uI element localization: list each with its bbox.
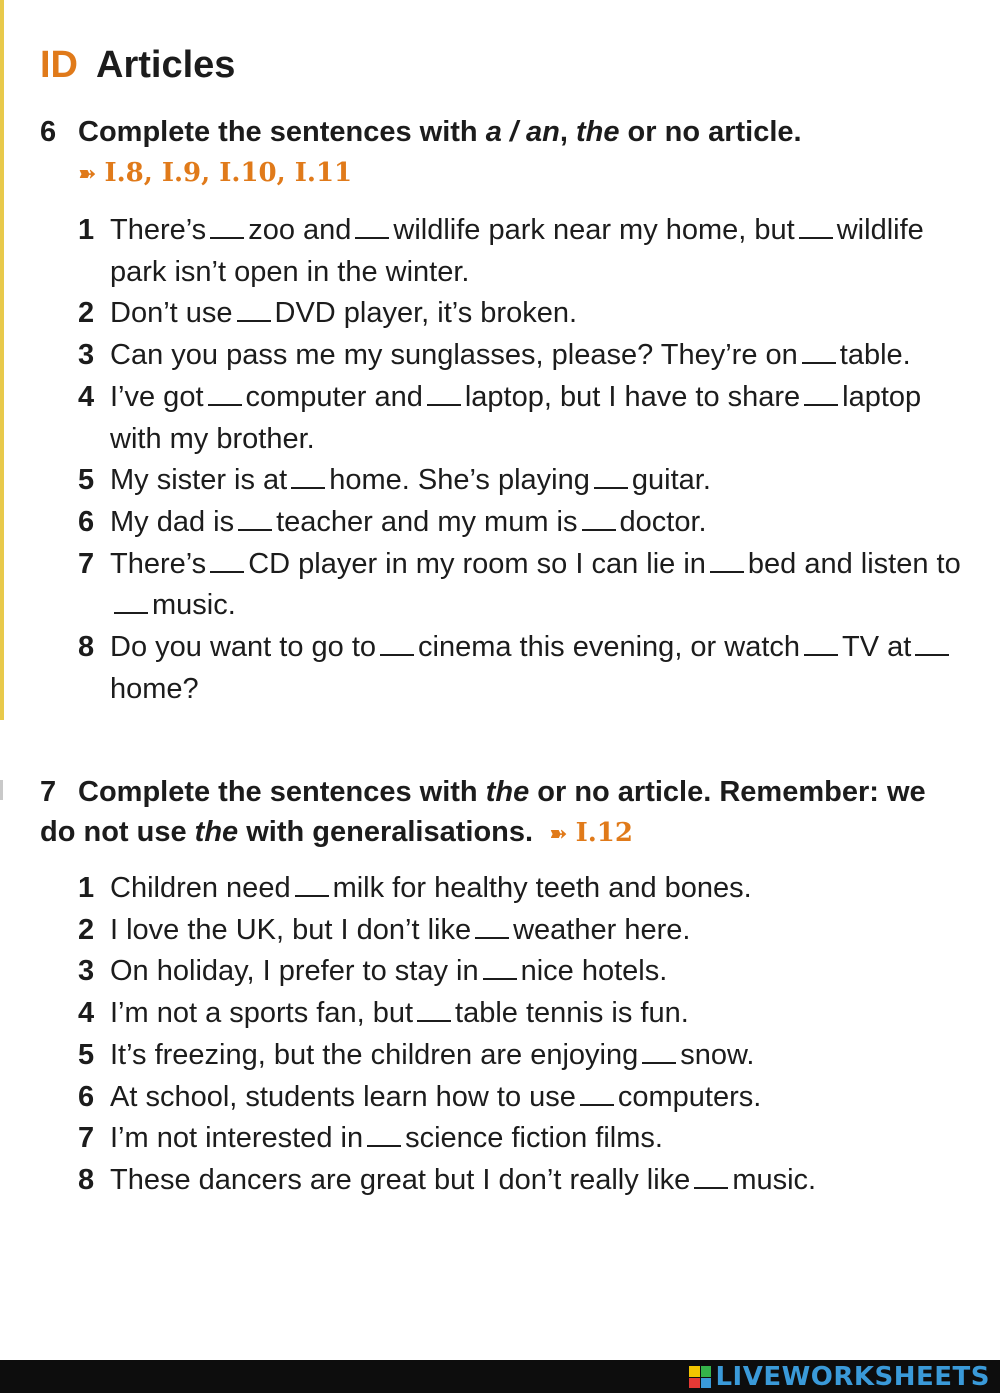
- exercise-number: 7: [40, 776, 57, 808]
- answer-blank[interactable]: [380, 628, 414, 656]
- logo-text: LIVEWORKSHEETS: [715, 1362, 990, 1392]
- exercise-7-items: [78, 868, 978, 1202]
- reference-text: I.8, I.9, I.10, I.11: [104, 158, 353, 188]
- instruction-emphasis: the: [485, 776, 530, 808]
- item-number: 1: [78, 872, 95, 904]
- answer-blank[interactable]: [417, 994, 451, 1022]
- reference-arrow-icon: ➽: [78, 161, 97, 186]
- item-text: home. She’s playing: [329, 464, 590, 497]
- instruction-emphasis: the: [575, 116, 620, 148]
- item-number: 8: [78, 631, 95, 664]
- exercise-item: [78, 868, 978, 910]
- item-text: There’s: [110, 547, 207, 580]
- item-text: home?: [110, 672, 199, 705]
- answer-blank[interactable]: [580, 1078, 614, 1106]
- exercise-item: [78, 377, 978, 460]
- instruction-text: ,: [559, 116, 576, 148]
- answer-blank[interactable]: [208, 378, 242, 406]
- item-text: weather here.: [513, 913, 691, 946]
- answer-blank[interactable]: [804, 378, 838, 406]
- item-text: CD player in my room so I can lie in: [248, 547, 706, 580]
- item-text: table.: [839, 339, 911, 372]
- answer-blank[interactable]: [210, 211, 244, 239]
- answer-blank[interactable]: [238, 503, 272, 531]
- item-number: 1: [78, 214, 95, 246]
- item-number: 6: [78, 505, 95, 538]
- exercise-6-reference: [78, 158, 352, 188]
- exercise-number: 6: [40, 116, 57, 148]
- answer-blank[interactable]: [367, 1119, 401, 1147]
- instruction-emphasis: the: [194, 816, 239, 848]
- item-text: I’ve got: [110, 380, 204, 413]
- answer-blank[interactable]: [114, 586, 148, 614]
- answer-blank[interactable]: [291, 461, 325, 489]
- item-text: On holiday, I prefer to stay in: [110, 955, 479, 988]
- reference-arrow-icon: ➽: [549, 821, 568, 846]
- exercise-item: [78, 502, 978, 544]
- item-number: 2: [78, 913, 95, 946]
- answer-blank[interactable]: [237, 294, 271, 322]
- instruction-text: or no article. Remember: we do not use: [40, 776, 926, 848]
- item-text: table tennis is fun.: [455, 997, 689, 1030]
- exercise-item: [78, 460, 978, 502]
- answer-blank[interactable]: [582, 503, 616, 531]
- answer-blank[interactable]: [475, 911, 509, 939]
- answer-blank[interactable]: [710, 545, 744, 573]
- answer-blank[interactable]: [804, 628, 838, 656]
- item-text: wildlife park isn’t open in the winter.: [110, 214, 924, 288]
- item-text: bed and listen to: [747, 547, 961, 580]
- item-text: It’s freezing, but the children are enjoying: [110, 1038, 639, 1071]
- item-text: guitar.: [631, 464, 711, 497]
- item-text: My dad is: [110, 505, 235, 538]
- answer-blank[interactable]: [642, 1036, 676, 1064]
- item-number: 3: [78, 955, 95, 988]
- item-text: I love the UK, but I don’t like: [110, 913, 472, 946]
- answer-blank[interactable]: [799, 211, 833, 239]
- exercise-item: [78, 1035, 978, 1077]
- item-text: science fiction films.: [405, 1122, 663, 1155]
- footer-bar: [0, 1360, 1000, 1393]
- item-text: TV at: [842, 631, 912, 664]
- page-margin-rule: [0, 0, 4, 720]
- instruction-text: or no article.: [619, 116, 802, 148]
- answer-blank[interactable]: [355, 211, 389, 239]
- item-number: 4: [78, 997, 95, 1030]
- item-number: 7: [78, 547, 95, 580]
- answer-blank[interactable]: [210, 545, 244, 573]
- instruction-text: with generalisations.: [238, 816, 534, 848]
- reference-text: I.12: [575, 818, 633, 848]
- exercise-item: [78, 210, 978, 293]
- exercise-item: [78, 544, 978, 627]
- item-number: 4: [78, 380, 95, 413]
- item-text: music.: [732, 1163, 817, 1196]
- item-number: 3: [78, 339, 95, 372]
- exercise-item: [78, 1077, 978, 1119]
- exercise-item: [78, 335, 978, 377]
- item-text: computers.: [617, 1080, 762, 1113]
- logo-mark-icon: [689, 1366, 711, 1388]
- exercise-item: [78, 951, 978, 993]
- item-text: There’s: [110, 214, 207, 246]
- item-number: 8: [78, 1163, 95, 1196]
- answer-blank[interactable]: [915, 628, 949, 656]
- item-text: Don’t use: [110, 297, 233, 330]
- section-title: Articles: [96, 44, 236, 86]
- exercise-item: [78, 910, 978, 952]
- item-text: computer and: [245, 380, 423, 413]
- item-text: Children need: [110, 872, 291, 904]
- item-number: 7: [78, 1122, 95, 1155]
- item-text: laptop, but I have to share: [464, 380, 801, 413]
- answer-blank[interactable]: [694, 1161, 728, 1189]
- item-text: DVD player, it’s broken.: [274, 297, 578, 330]
- exercise-item: [78, 1160, 978, 1202]
- item-text: teacher and my mum is: [276, 505, 578, 538]
- answer-blank[interactable]: [802, 336, 836, 364]
- item-number: 5: [78, 464, 95, 497]
- item-text: zoo and: [248, 214, 352, 246]
- section-header: [40, 44, 235, 87]
- item-text: music.: [152, 589, 236, 622]
- exercise-6-instruction: [40, 112, 940, 152]
- instruction-text: Complete the sentences with: [78, 116, 486, 148]
- exercise-6-items: [78, 210, 978, 710]
- item-text: These dancers are great but I don’t really like: [110, 1163, 691, 1196]
- item-text: wildlife park near my home, but: [393, 214, 795, 246]
- item-text: Can you pass me my sunglasses, please? They’re on: [110, 339, 798, 372]
- item-text: milk for healthy teeth and bones.: [332, 872, 752, 904]
- answer-blank[interactable]: [295, 869, 329, 897]
- item-number: 5: [78, 1038, 95, 1071]
- exercise-item: [78, 293, 978, 335]
- instruction-emphasis: a / an: [485, 116, 560, 148]
- section-code: ID: [40, 44, 78, 86]
- liveworksheets-logo: [689, 1363, 990, 1391]
- item-text: laptop with my brother.: [110, 380, 922, 455]
- item-number: 2: [78, 297, 95, 330]
- exercise-item: [78, 1118, 978, 1160]
- item-text: nice hotels.: [520, 955, 668, 988]
- item-text: I’m not a sports fan, but: [110, 997, 414, 1030]
- item-text: My sister is at: [110, 464, 288, 497]
- answer-blank[interactable]: [594, 461, 628, 489]
- answer-blank[interactable]: [427, 378, 461, 406]
- instruction-text: Complete the sentences with: [78, 776, 486, 808]
- item-text: Do you want to go to: [110, 631, 376, 664]
- item-text: doctor.: [619, 505, 707, 538]
- page-margin-mark: [0, 780, 3, 800]
- item-text: At school, students learn how to use: [110, 1080, 576, 1113]
- exercise-7-instruction: [40, 772, 940, 854]
- item-text: I’m not interested in: [110, 1122, 364, 1155]
- item-text: snow.: [680, 1038, 755, 1071]
- exercise-item: [78, 993, 978, 1035]
- answer-blank[interactable]: [483, 952, 517, 980]
- exercise-item: [78, 627, 978, 710]
- item-text: cinema this evening, or watch: [418, 631, 801, 664]
- item-number: 6: [78, 1080, 95, 1113]
